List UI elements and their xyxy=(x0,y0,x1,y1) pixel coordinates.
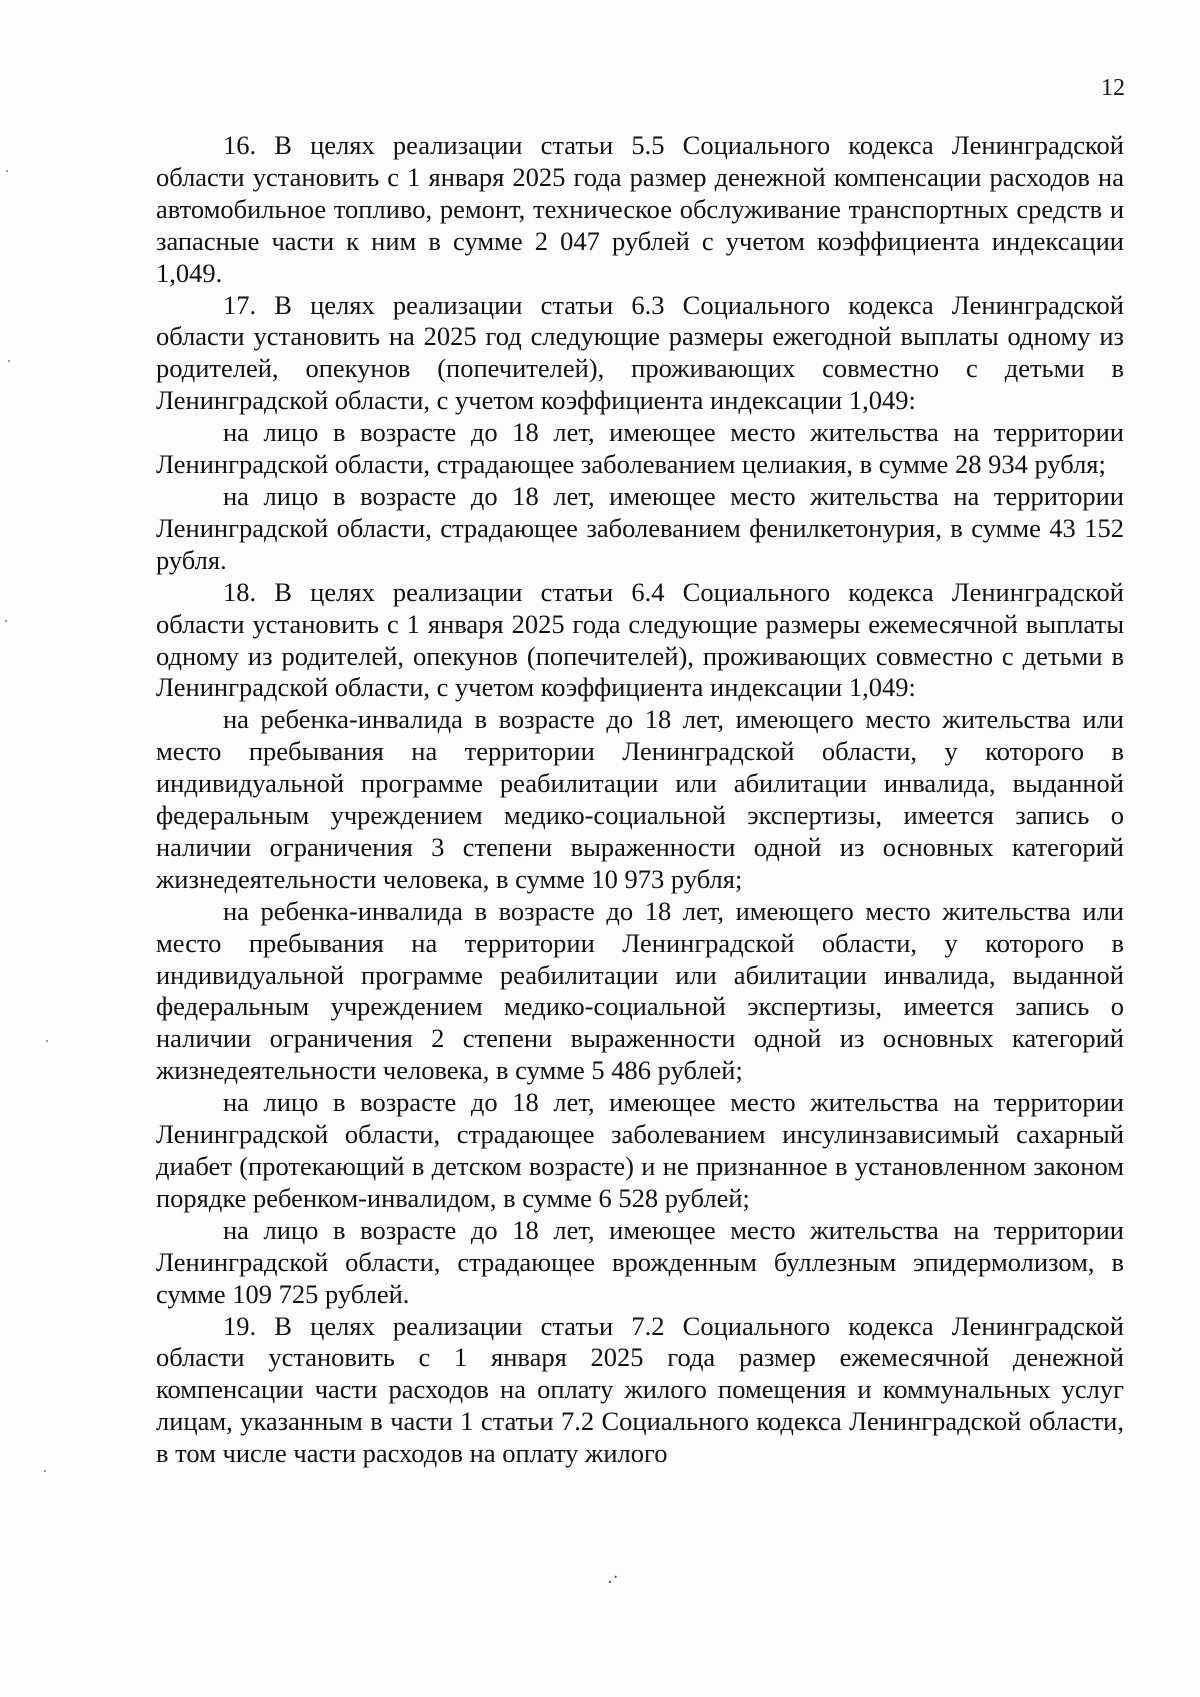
paragraph-18-item-diabetes: на лицо в возрасте до 18 лет, имеющее место жительства на территории Ленинградской области, страдающее заболеванием инсулинзависимый сахарный диабет (протекающий в детском возрасте) и не признанное в установленном законом порядке ребенком-инвалидом, в сумме 6 528 рублей; xyxy=(156,1087,1124,1213)
paragraph-18-item-degree-3: на ребенка-инвалида в возрасте до 18 лет, имеющего место жительства или место пребывания на территории Ленинградской области, у которого в индивидуальной программе реабилитации или абилитации инвалида, выданной федеральным учреждением медико-социальной экспертизы, имеется запись о наличии ограничения 3 степени выраженности одной из основных категорий жизнедеятельности человека, в сумме 10 973 рубля; xyxy=(156,704,1124,894)
scan-artifact xyxy=(44,1470,46,1472)
scan-artifact xyxy=(5,620,7,622)
paragraph-18-item-degree-2: на ребенка-инвалида в возрасте до 18 лет, имеющего место жительства или место пребывания на территории Ленинградской области, у которого в индивидуальной программе реабилитации или абилитации инвалида, выданной федеральным учреждением медико-социальной экспертизы, имеется запись о наличии ограничения 2 степени выраженности одной из основных категорий жизнедеятельности человека, в сумме 5 486 рублей; xyxy=(156,895,1124,1086)
paragraph-16: 16. В целях реализации статьи 5.5 Социального кодекса Ленинградской области установить с 1 января 2025 года размер денежной компенсации расходов на автомобильное топливо, ремонт, техническое обслуживание транспортных средств и запасные части к ним в сумме 2 047 рублей с учетом коэффициента индексации 1,049. xyxy=(156,130,1124,288)
document-body xyxy=(156,130,1124,1470)
paragraph-17: 17. В целях реализации статьи 6.3 Социального кодекса Ленинградской области установить на 2025 год следующие размеры ежегодной выплаты одному из родителей, опекунов (попечителей), проживающих совместно с детьми в Ленинградской области, с учетом коэффициента индексации 1,049: xyxy=(156,289,1124,416)
paragraph-17-item-celiac: на лицо в возрасте до 18 лет, имеющее место жительства на территории Ленинградской области, страдающее заболеванием целиакия, в сумме 28 934 рубля; xyxy=(156,417,1124,480)
bottom-mark: .· xyxy=(607,1567,619,1588)
paragraph-17-item-phenylketonuria: на лицо в возрасте до 18 лет, имеющее место жительства на территории Ленинградской области, страдающее заболеванием фенилкетонурия, в сумме 43 152 рубля. xyxy=(156,480,1124,575)
paragraph-18: 18. В целях реализации статьи 6.4 Социального кодекса Ленинградской области установить с 1 января 2025 года следующие размеры ежемесячной выплаты одному из родителей, опекунов (попечителей), проживающих совместно с детьми в Ленинградской области, с учетом коэффициента индексации 1,049: xyxy=(156,576,1124,703)
paragraph-18-item-epidermolysis: на лицо в возрасте до 18 лет, имеющее место жительства на территории Ленинградской области, страдающее врожденным буллезным эпидермолизом, в сумме 109 725 рублей. xyxy=(156,1214,1124,1309)
scan-artifact xyxy=(8,360,10,362)
page-number: 12 xyxy=(1101,75,1125,101)
paragraph-19: 19. В целях реализации статьи 7.2 Социального кодекса Ленинградской области установить с 1 января 2025 года размер ежемесячной денежной компенсации части расходов на оплату жилого помещения и коммунальных услуг лицам, указанным в части 1 статьи 7.2 Социального кодекса Ленинградской области, в том числе части расходов на оплату жилого xyxy=(156,1310,1124,1469)
scan-artifact xyxy=(6,170,8,172)
scan-artifact xyxy=(46,1040,48,1042)
